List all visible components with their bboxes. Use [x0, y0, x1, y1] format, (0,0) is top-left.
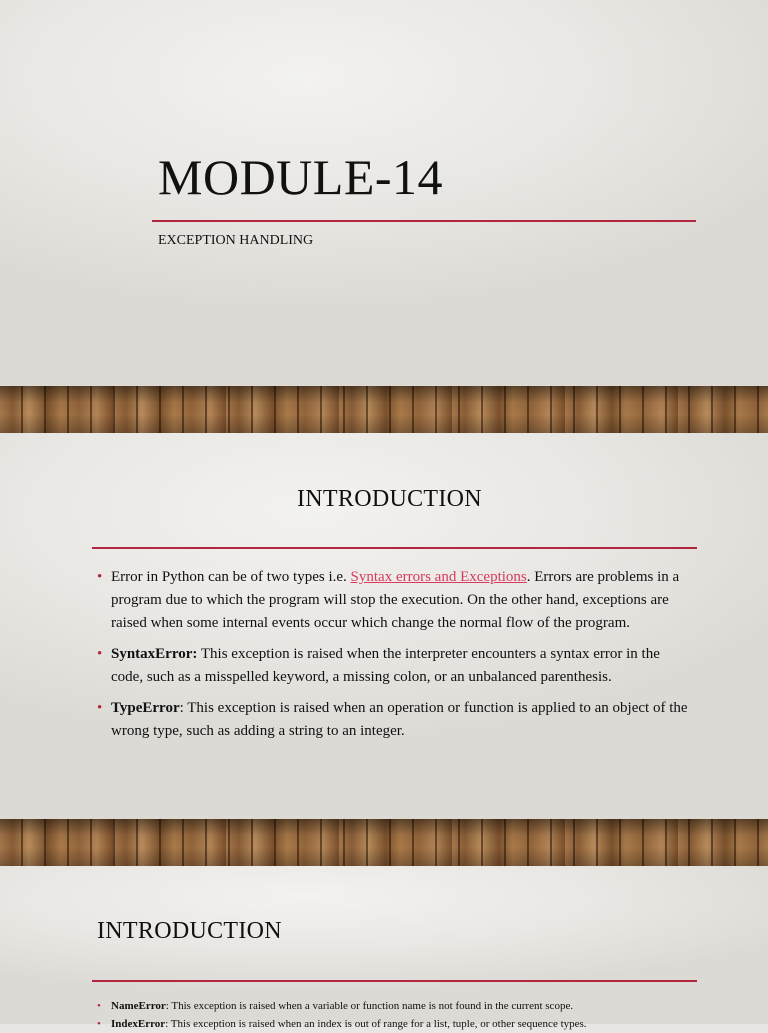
bullet-icon: •	[97, 569, 103, 585]
syntax-errors-link[interactable]: Syntax errors and Exceptions	[350, 569, 527, 585]
list-item	[97, 566, 693, 635]
heading-divider	[92, 547, 697, 549]
list-item	[97, 697, 693, 743]
slide-subtitle: EXCEPTION HANDLING	[158, 233, 314, 248]
bullet-list	[97, 997, 693, 1033]
bullet-text: : This exception is raised when a variable or function name is not found in the current scope.	[165, 1000, 574, 1012]
bullet-icon: •	[97, 646, 103, 662]
bullet-term: SyntaxError:	[111, 646, 198, 662]
bullet-term: NameError	[111, 1000, 166, 1012]
bullet-icon: •	[97, 1018, 101, 1030]
bullet-list	[97, 566, 693, 751]
bullet-icon: •	[97, 700, 103, 716]
bullet-text: This exception is raised when the interpreter encounters a syntax error in the code, such as a misspelled keyword, a missing colon, or an unbalanced parenthesis.	[111, 646, 660, 685]
bullet-icon: •	[97, 1000, 101, 1012]
wood-floor-band	[0, 819, 768, 866]
slide-heading: INTRODUCTION	[297, 486, 482, 512]
slide-title	[0, 0, 768, 386]
heading-divider	[92, 980, 697, 982]
title-divider	[152, 220, 696, 222]
bullet-term: TypeError	[111, 700, 180, 716]
bullet-text: : This exception is raised when an operation or function is applied to an object of the wrong type, such as adding a string to an integer.	[111, 700, 688, 739]
list-item	[97, 997, 693, 1015]
slide-heading: INTRODUCTION	[97, 918, 282, 944]
bullet-text: . Errors are problems in a program due to which the program will stop the execution. On the other hand, exceptions are raised when some internal events occur which change the normal flow of the program.	[111, 569, 680, 631]
wood-floor-band	[0, 386, 768, 433]
bullet-text: : This exception is raised when an index is out of range for a list, tuple, or other sequence types.	[165, 1018, 587, 1030]
list-item	[97, 643, 693, 689]
list-item	[97, 1015, 693, 1033]
slide-title-heading: MODULE-14	[158, 149, 444, 205]
bullet-term: IndexError	[111, 1018, 166, 1030]
bullet-text: Error in Python can be of two types i.e.	[111, 569, 351, 585]
